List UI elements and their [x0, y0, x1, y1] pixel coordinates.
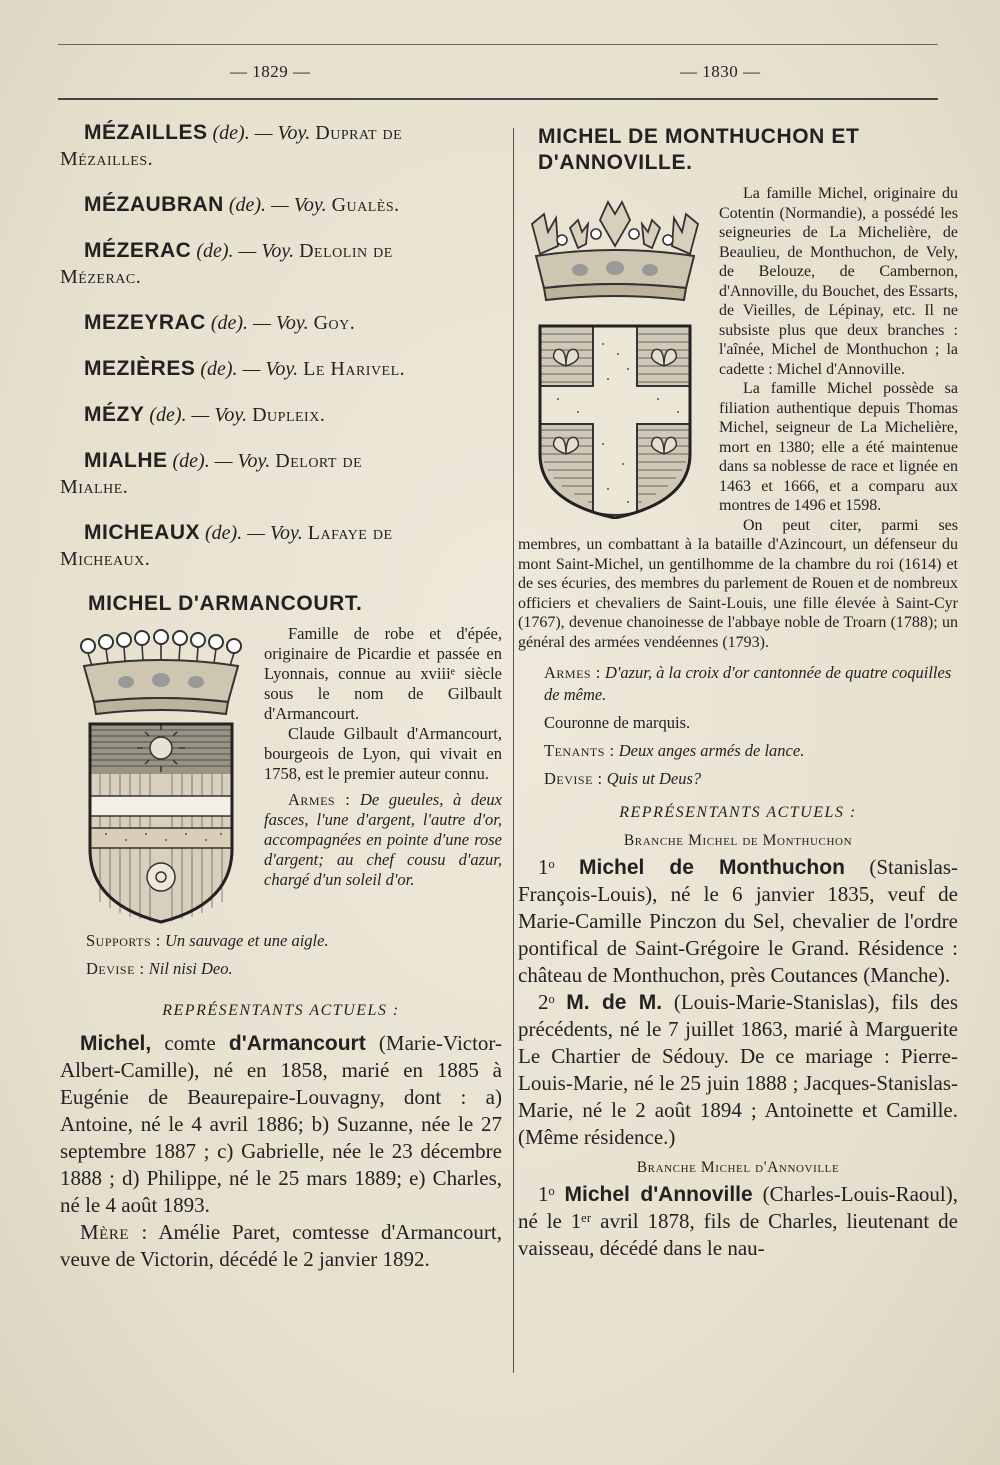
entry-name: MICHEAUX [84, 521, 201, 544]
devise-text: Quis ut Deus? [606, 769, 702, 788]
member-details: (Louis-Marie-Stanislas), fils des précédents, né le 7 juillet 1863, marié à Marguerite Le Chartier de Sédouy. De ce mariage : Pierre-Louis-Marie, né le 25 juin 1888 ; Jacques-Stanislas-Marie, né le 2 août 1894 ; Antoinette et Camille. (Même résidence.) [518, 990, 958, 1149]
marquis-crown-shield-icon [518, 184, 713, 519]
count-crown-shield-icon [66, 624, 256, 924]
armes-text: De gueules, à deux fasces, l'une d'argent, l'autre d'or, accompagnées en pointe d'une rose d'argent; au chef cousu d'azur, chargé d'un soleil d'or. [264, 790, 503, 889]
tenants-text: Deux anges armés de lance. [618, 741, 805, 760]
entry-ref: Duprat de [315, 122, 403, 144]
monthuchon-arms [544, 662, 958, 706]
entry-voy: — Voy. [254, 122, 311, 144]
entry-micheaux [60, 520, 502, 572]
armes-text: D'azur, à la croix d'or cantonnée de quatre coquilles de même. [544, 663, 952, 704]
armes-label: Armes : [544, 663, 601, 682]
entry-ref-cont: Mézerac. [60, 266, 142, 288]
entry-ref-cont: Mialhe. [60, 476, 129, 498]
armancourt-supports [86, 930, 502, 952]
member-name: Michel de Monthuchon [579, 856, 845, 879]
armancourt-mere [60, 1219, 502, 1273]
entry-ref: Goy. [313, 312, 356, 334]
tenants-label: Tenants : [544, 741, 615, 760]
monthuchon-members: On peut citer, parmi ses membres, un combattant à la bataille d'Azincourt, un défenseur du mont Saint-Michel, un gentilhomme de la chambre du roi (1614) et de ses écuries, des membres du parlement de Rouen et de nombreux officiers et chevaliers de Saint-Louis, une fille élevée à Saint-Cyr (1767), devenue chanoinesse de l'abbaye noble de Troarn (1788); un général des armées vendéennes (1793). [518, 516, 958, 651]
entry-de: (de). [228, 194, 267, 216]
supports-text: Un sauvage et une aigle. [164, 931, 329, 950]
entry-mezieres [60, 356, 502, 382]
entry-mezailles [60, 120, 502, 172]
entry-mezaubran [60, 192, 502, 218]
entry-ref: Dupleix. [252, 404, 326, 426]
entry-de: (de). [210, 312, 249, 334]
entry-name: MÉZAILLES [84, 121, 208, 144]
entry-voy: — Voy. [214, 450, 271, 472]
monthuchon-origin: La famille Michel, originaire du Cotentin (Normandie), a possédé les seigneuries de La Michelière, de Beaulieu, de Monthuchon, de Vely, de Belouze, de Cambernon, d'Annoville, du Bouchet, des Essarts, de Vieilles, de Lépinay, etc. Il ne subsiste plus que deux branches : l'aînée, Michel de Monthuchon ; la cadette : Michel d'Annoville. [719, 185, 958, 378]
entry-voy: — Voy. [247, 522, 303, 544]
monthuchon-member-2 [518, 989, 958, 1151]
entry-ref: Le Harivel. [303, 358, 406, 380]
entry-de: (de). [200, 358, 238, 380]
person-name: Michel, [80, 1032, 152, 1055]
devise-text: Nil nisi Deo. [148, 959, 233, 978]
entry-name: MÉZAUBRAN [84, 193, 224, 216]
entry-mezeyrac [60, 310, 502, 336]
right-column [518, 120, 958, 1262]
devise-label: Devise : [86, 959, 145, 978]
monthuchon-tenants [544, 740, 958, 762]
armancourt-michel [60, 1030, 502, 1219]
entry-de: (de). [205, 522, 243, 544]
page-number-left: — 1829 — [230, 62, 311, 81]
devise-label: Devise : [544, 769, 603, 788]
entry-mezy [60, 402, 502, 428]
header-rule [58, 98, 938, 100]
entry-voy: — Voy. [191, 404, 248, 426]
person-details: (Marie-Victor-Albert-Camille), né en 1858, marié en 1885 à Eugénie de Beaurepaire-Louvagny, dont : a) Antoine, né le 4 avril 1886; b) Suzanne, née le 27 septembre 1887 ; c) Gabrielle, née le 23 décembre 1888 ; d) Philippe, né le 25 mars 1889; e) Charles, né le 4 août 1893. [60, 1031, 502, 1217]
member-number: 1ᵒ [538, 1182, 555, 1206]
person-title: comte [164, 1031, 216, 1055]
mere-text: Amélie Paret, comtesse d'Armancourt, veuve de Victorin, décédé le 2 janvier 1892. [60, 1220, 502, 1271]
top-rule [58, 44, 938, 45]
monthuchon-representatives-title: REPRÉSENTANTS ACTUELS : [619, 804, 857, 821]
entry-ref: Delolin de [299, 240, 393, 262]
monthuchon-couronne: Couronne de marquis. [544, 713, 691, 732]
entry-mezerac [60, 238, 502, 290]
monthuchon-block [518, 184, 958, 652]
entry-voy: — Voy. [238, 240, 295, 262]
entry-name: MIALHE [84, 449, 168, 472]
page-number-right: — 1830 — [680, 62, 761, 81]
member-name: Michel d'Annoville [564, 1183, 753, 1206]
person-name-suffix: d'Armancourt [228, 1032, 366, 1055]
armancourt-first-author: Claude Gilbault d'Armancourt, bourgeois de Lyon, qui vivait en 1758, est le premier auteur connu. [264, 724, 502, 783]
armancourt-origin: Famille de robe et d'épée, originaire de Picardie et passée en Lyonnais, connue au xviiiᵉ siècle sous le nom de Gilbault d'Armancourt. [264, 624, 502, 723]
entry-name: MEZIÈRES [84, 357, 196, 380]
entry-name: MEZEYRAC [84, 311, 206, 334]
entry-de: (de). [172, 450, 210, 472]
entry-ref: Delort de [275, 450, 363, 472]
armancourt-heading: MICHEL D'ARMANCOURT. [88, 592, 363, 615]
armancourt-representatives-title: REPRÉSENTANTS ACTUELS : [162, 1002, 400, 1019]
entry-de: (de). [149, 404, 187, 426]
entry-name: MÉZERAC [84, 239, 192, 262]
left-column [60, 120, 502, 1273]
supports-label: Supports : [86, 931, 161, 950]
armes-label: Armes : [288, 790, 351, 809]
entry-voy: — Voy. [271, 194, 327, 216]
mere-label: Mère : [80, 1220, 148, 1244]
entry-mialhe [60, 448, 502, 500]
entry-ref: Lafaye de [307, 522, 393, 544]
member-name: M. de M. [566, 991, 663, 1014]
entry-voy: — Voy. [253, 312, 309, 334]
member-number: 1ᵒ [538, 855, 555, 879]
entry-voy: — Voy. [242, 358, 299, 380]
member-details: (Stanislas-François-Louis), né le 6 janvier 1835, veuf de Marie-Camille Pinczon du Sel, chevalier de l'ordre pontifical de Saint-Grégoire le Grand. Résidence : château de Monthuchon, près Coutances (Manche). [518, 855, 959, 987]
branch-annoville: Branche Michel d'Annoville [636, 1159, 840, 1176]
member-number: 2ᵒ [538, 990, 555, 1014]
monthuchon-devise [544, 768, 958, 790]
annoville-member-1 [518, 1181, 958, 1262]
monthuchon-member-1 [518, 854, 958, 989]
entry-ref-cont: Micheaux. [60, 548, 151, 570]
armancourt-block [60, 624, 502, 926]
member-details: (Charles-Louis-Raoul), né le 1ᵉʳ avril 1878, fils de Charles, lieutenant de vaisseau, décédé dans le nau- [518, 1182, 959, 1260]
column-divider [513, 128, 514, 1373]
monthuchon-filiation: La famille Michel possède sa filiation authentique depuis Thomas Michel, seigneur de La Michelière, mort en 1380; elle a été maintenue dans sa noblesse de race et lignée en 1463 et 1666, et a comparu aux montres de 1496 et 1598. [719, 380, 958, 514]
branch-monthuchon: Branche Michel de Monthuchon [623, 832, 853, 849]
entry-ref-cont: Mézailles. [60, 148, 154, 170]
entry-ref: Gualès. [331, 194, 400, 216]
entry-name: MÉZY [84, 403, 145, 426]
monthuchon-heading: MICHEL DE MONTHUCHON ET D'ANNOVILLE. [538, 125, 860, 174]
armancourt-devise [86, 958, 502, 980]
entry-de: (de). [212, 122, 250, 144]
entry-de: (de). [196, 240, 234, 262]
